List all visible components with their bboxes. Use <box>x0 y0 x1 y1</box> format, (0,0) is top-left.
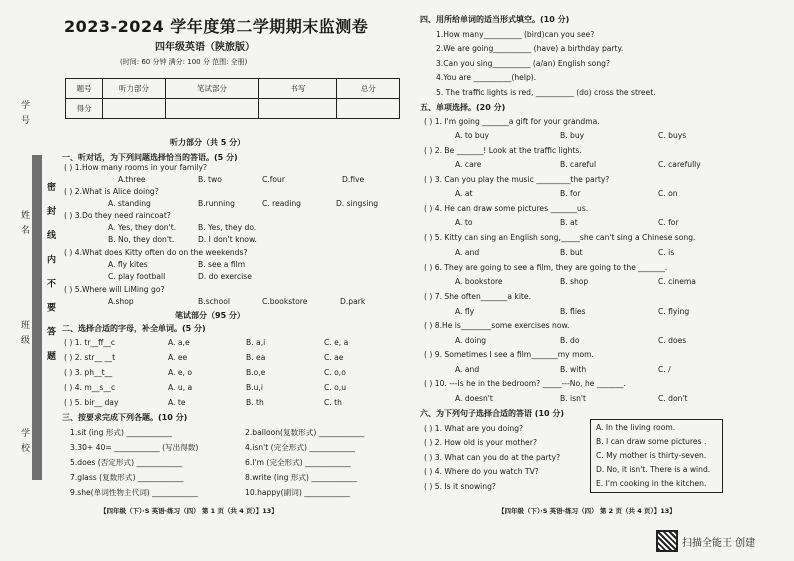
question: ( ) 1. tr__ff__c <box>64 338 116 347</box>
option: B. careful <box>560 160 597 169</box>
exam-info: (时间: 60 分钟 满分: 100 分 范围: 全册) <box>120 58 248 66</box>
question: ( ) 1. What are you doing? <box>424 424 524 433</box>
question: ( ) 1.How many rooms in your family? <box>64 163 208 172</box>
answer-box <box>590 419 723 493</box>
option: C. reading <box>262 199 301 208</box>
option: A. Yes, they don't. <box>108 223 177 232</box>
score-header-cell: 总分 <box>337 79 400 99</box>
fill-item: 4.You are __________(help). <box>436 73 537 82</box>
fill-item: 8.write (ing 形式) ____________ <box>245 473 357 482</box>
option: D. singsing <box>336 199 379 208</box>
score-header-cell: 题号 <box>66 79 103 99</box>
option: A. to buy <box>455 131 490 140</box>
option: A. and <box>455 248 480 257</box>
option: D. do exercise <box>198 272 252 281</box>
option: B. flies <box>560 307 586 316</box>
class-label: 班级 <box>19 320 29 350</box>
fill-item: 2.balloon(复数形式) ____________ <box>245 428 365 437</box>
option: B. buy <box>560 131 585 140</box>
option: B. a,i <box>246 338 266 347</box>
score-cell[interactable] <box>103 99 166 119</box>
option: A. standing <box>108 199 151 208</box>
option: B. see a film <box>198 260 246 269</box>
binding-sidebar <box>14 100 55 480</box>
school-label: 学校 <box>19 428 29 458</box>
option: C. e, a <box>324 338 349 347</box>
fill-item: 5. The traffic lights is red, __________ (do) cross the street. <box>436 88 656 97</box>
fill-item: 9.she(单词性物主代词) ____________ <box>70 488 198 497</box>
answer-option: D. No, it isn't. There is a wind. <box>596 465 711 474</box>
option: C. for <box>658 218 679 227</box>
fill-item: 2.We are going__________ (have) a birthday party. <box>436 44 624 53</box>
question: ( ) 3. Can you play the music _________the party? <box>424 175 610 184</box>
option: A. doesn't <box>455 394 493 403</box>
option: B. th <box>246 398 264 407</box>
option: C. cinema <box>658 277 696 286</box>
question: ( ) 5. bir__ day <box>64 398 119 407</box>
option: A.three <box>118 175 146 184</box>
fill-item: 5.does (否定形式) ____________ <box>70 458 183 467</box>
fill-item: 6.I'm (完全形式) ____________ <box>245 458 351 467</box>
scanner-text: 扫描全能王 创建 <box>682 537 756 549</box>
question: ( ) 4. He can draw some pictures _______us. <box>424 204 589 213</box>
option: A. fly kites <box>108 260 148 269</box>
exam-title: 2023-2024 学年度第二学期期末监测卷 <box>64 17 369 36</box>
footer-right: 【四年级（下）·S 英语·练习（四） 第 2 页（共 4 页）】13】 <box>498 507 676 515</box>
question: ( ) 3. What can you do at the party? <box>424 453 561 462</box>
question: ( ) 4. m__s__c <box>64 383 116 392</box>
option: C. play football <box>108 272 166 281</box>
fill-item: 1.sit (ing 形式) ____________ <box>70 428 172 437</box>
seal-text: 密 封 线 内 不 要 答 题 <box>45 182 55 366</box>
option: B.o,e <box>246 368 266 377</box>
option: B. at <box>560 218 578 227</box>
option: A.shop <box>108 297 134 306</box>
score-row-label: 得分 <box>66 99 103 119</box>
option: C. ae <box>324 353 344 362</box>
option: A. ee <box>168 353 188 362</box>
option: A. fly <box>455 307 475 316</box>
written-heading: 笔试部分（95 分） <box>175 311 245 320</box>
option: C. o,o <box>324 368 346 377</box>
question: ( ) 5. Kitty can sing an English song,_____she can't sing a Chinese song. <box>424 233 696 242</box>
option: A. doing <box>455 336 487 345</box>
question: ( ) 7. She often_______a kite. <box>424 292 531 301</box>
option: A. te <box>168 398 186 407</box>
option: B. for <box>560 189 581 198</box>
option: D.park <box>340 297 366 306</box>
q2-title: 二、选择合适的字母，补全单词。(5 分) <box>62 324 206 333</box>
option: D. I don't know. <box>198 235 257 244</box>
option: B. isn't <box>560 394 586 403</box>
answer-option: B. I can draw some pictures . <box>596 437 707 446</box>
answer-option: A. In the living room. <box>596 423 676 432</box>
option: C. th <box>324 398 342 407</box>
option: B. No, they don't. <box>108 235 175 244</box>
left-page <box>0 0 400 520</box>
qr-code-icon <box>656 530 678 552</box>
scanner-watermark <box>656 530 755 552</box>
listening-heading: 听力部分（共 5 分） <box>170 138 246 147</box>
section5-title: 五、单项选择。(20 分) <box>420 103 506 112</box>
fill-item: 3.30+ 40= ____________ (写出得数) <box>70 443 199 452</box>
option: A. u, a <box>168 383 193 392</box>
question: ( ) 2. How old is your mother? <box>424 438 538 447</box>
option: B. do <box>560 336 580 345</box>
option: A. e, o <box>168 368 193 377</box>
question: ( ) 4. Where do you watch TV? <box>424 467 539 476</box>
score-cell[interactable] <box>259 99 337 119</box>
option: B. Yes, they do. <box>198 223 257 232</box>
option: C.four <box>262 175 285 184</box>
score-header-cell: 听力部分 <box>103 79 166 99</box>
question: ( ) 3.Do they need raincoat? <box>64 211 171 220</box>
question: ( ) 10. ---Is he in the bedroom? _____---No, he _______. <box>424 379 626 388</box>
option: C. carefully <box>658 160 701 169</box>
option: C. does <box>658 336 687 345</box>
q3-title: 三、按要求完成下列各题。(10 分) <box>62 413 188 422</box>
question: ( ) 5. Is it snowing? <box>424 482 496 491</box>
fill-item: 7.glass (复数形式) ____________ <box>70 473 184 482</box>
option: B. ea <box>246 353 266 362</box>
fill-item: 4.isn't (完全形式) ____________ <box>245 443 355 452</box>
question: ( ) 1. I'm going _______a gift for your grandma. <box>424 117 600 126</box>
option: A. at <box>455 189 473 198</box>
option: C.bookstore <box>262 297 308 306</box>
option: B.school <box>198 297 230 306</box>
exam-subtitle: 四年级英语（陕旅版） <box>155 42 255 53</box>
option: B. with <box>560 365 587 374</box>
option: B.running <box>198 199 235 208</box>
option: A. bookstore <box>455 277 503 286</box>
section4-title: 四、用所给单词的适当形式填空。(10 分) <box>420 15 570 24</box>
score-header-cell: 书写 <box>259 79 337 99</box>
option: C. on <box>658 189 678 198</box>
option: C. is <box>658 248 675 257</box>
question: ( ) 2. str__ __t <box>64 353 116 362</box>
answer-option: E. I'm cooking in the kitchen. <box>596 479 707 488</box>
option: B. shop <box>560 277 589 286</box>
question: ( ) 9. Sometimes I see a film_______my mom. <box>424 350 594 359</box>
option: C. buys <box>658 131 687 140</box>
answer-option: C. My mother is thirty-seven. <box>596 451 707 460</box>
fill-item: 1.How many__________ (bird)can you see? <box>436 30 595 39</box>
footer-left: 【四年级（下）·S 英语·练习（四） 第 1 页（共 4 页）】13】 <box>100 507 278 515</box>
option: A. and <box>455 365 480 374</box>
score-cell[interactable] <box>337 99 400 119</box>
option: C. o,u <box>324 383 347 392</box>
option: B. but <box>560 248 583 257</box>
question: ( ) 6. They are going to see a film, they are going to the _______. <box>424 263 668 272</box>
fill-item: 10.happy(副词) ____________ <box>245 488 350 497</box>
option: C. don't <box>658 394 688 403</box>
score-table <box>65 78 400 119</box>
question: ( ) 2. Be _______! Look at the traffic lights. <box>424 146 582 155</box>
q1-title: 一、听对话，为下列问题选择恰当的答语。(5 分) <box>62 153 238 162</box>
score-header-cell: 笔试部分 <box>165 79 259 99</box>
option: A. care <box>455 160 482 169</box>
option: B. two <box>198 175 222 184</box>
seal-strip <box>32 155 42 480</box>
student-no-label: 学号 <box>19 100 29 130</box>
question: ( ) 3. ph__t__ <box>64 368 113 377</box>
score-cell[interactable] <box>165 99 259 119</box>
question: ( ) 5.Where will LiMing go? <box>64 285 165 294</box>
section6-title: 六、为下列句子选择合适的答语 (10 分) <box>420 409 565 418</box>
option: D.five <box>342 175 365 184</box>
option: C. flying <box>658 307 690 316</box>
question: ( ) 2.What is Alice doing? <box>64 187 159 196</box>
question: ( ) 8.He is________some exercises now. <box>424 321 570 330</box>
question: ( ) 4.What does Kitty often do on the weekends? <box>64 248 248 257</box>
option: A. a,e <box>168 338 190 347</box>
option: A. to <box>455 218 473 227</box>
name-label: 姓名 <box>19 210 29 240</box>
option: C. / <box>658 365 671 374</box>
option: B.u,i <box>246 383 263 392</box>
fill-item: 3.Can you sing__________ (a/an) English song? <box>436 59 610 68</box>
